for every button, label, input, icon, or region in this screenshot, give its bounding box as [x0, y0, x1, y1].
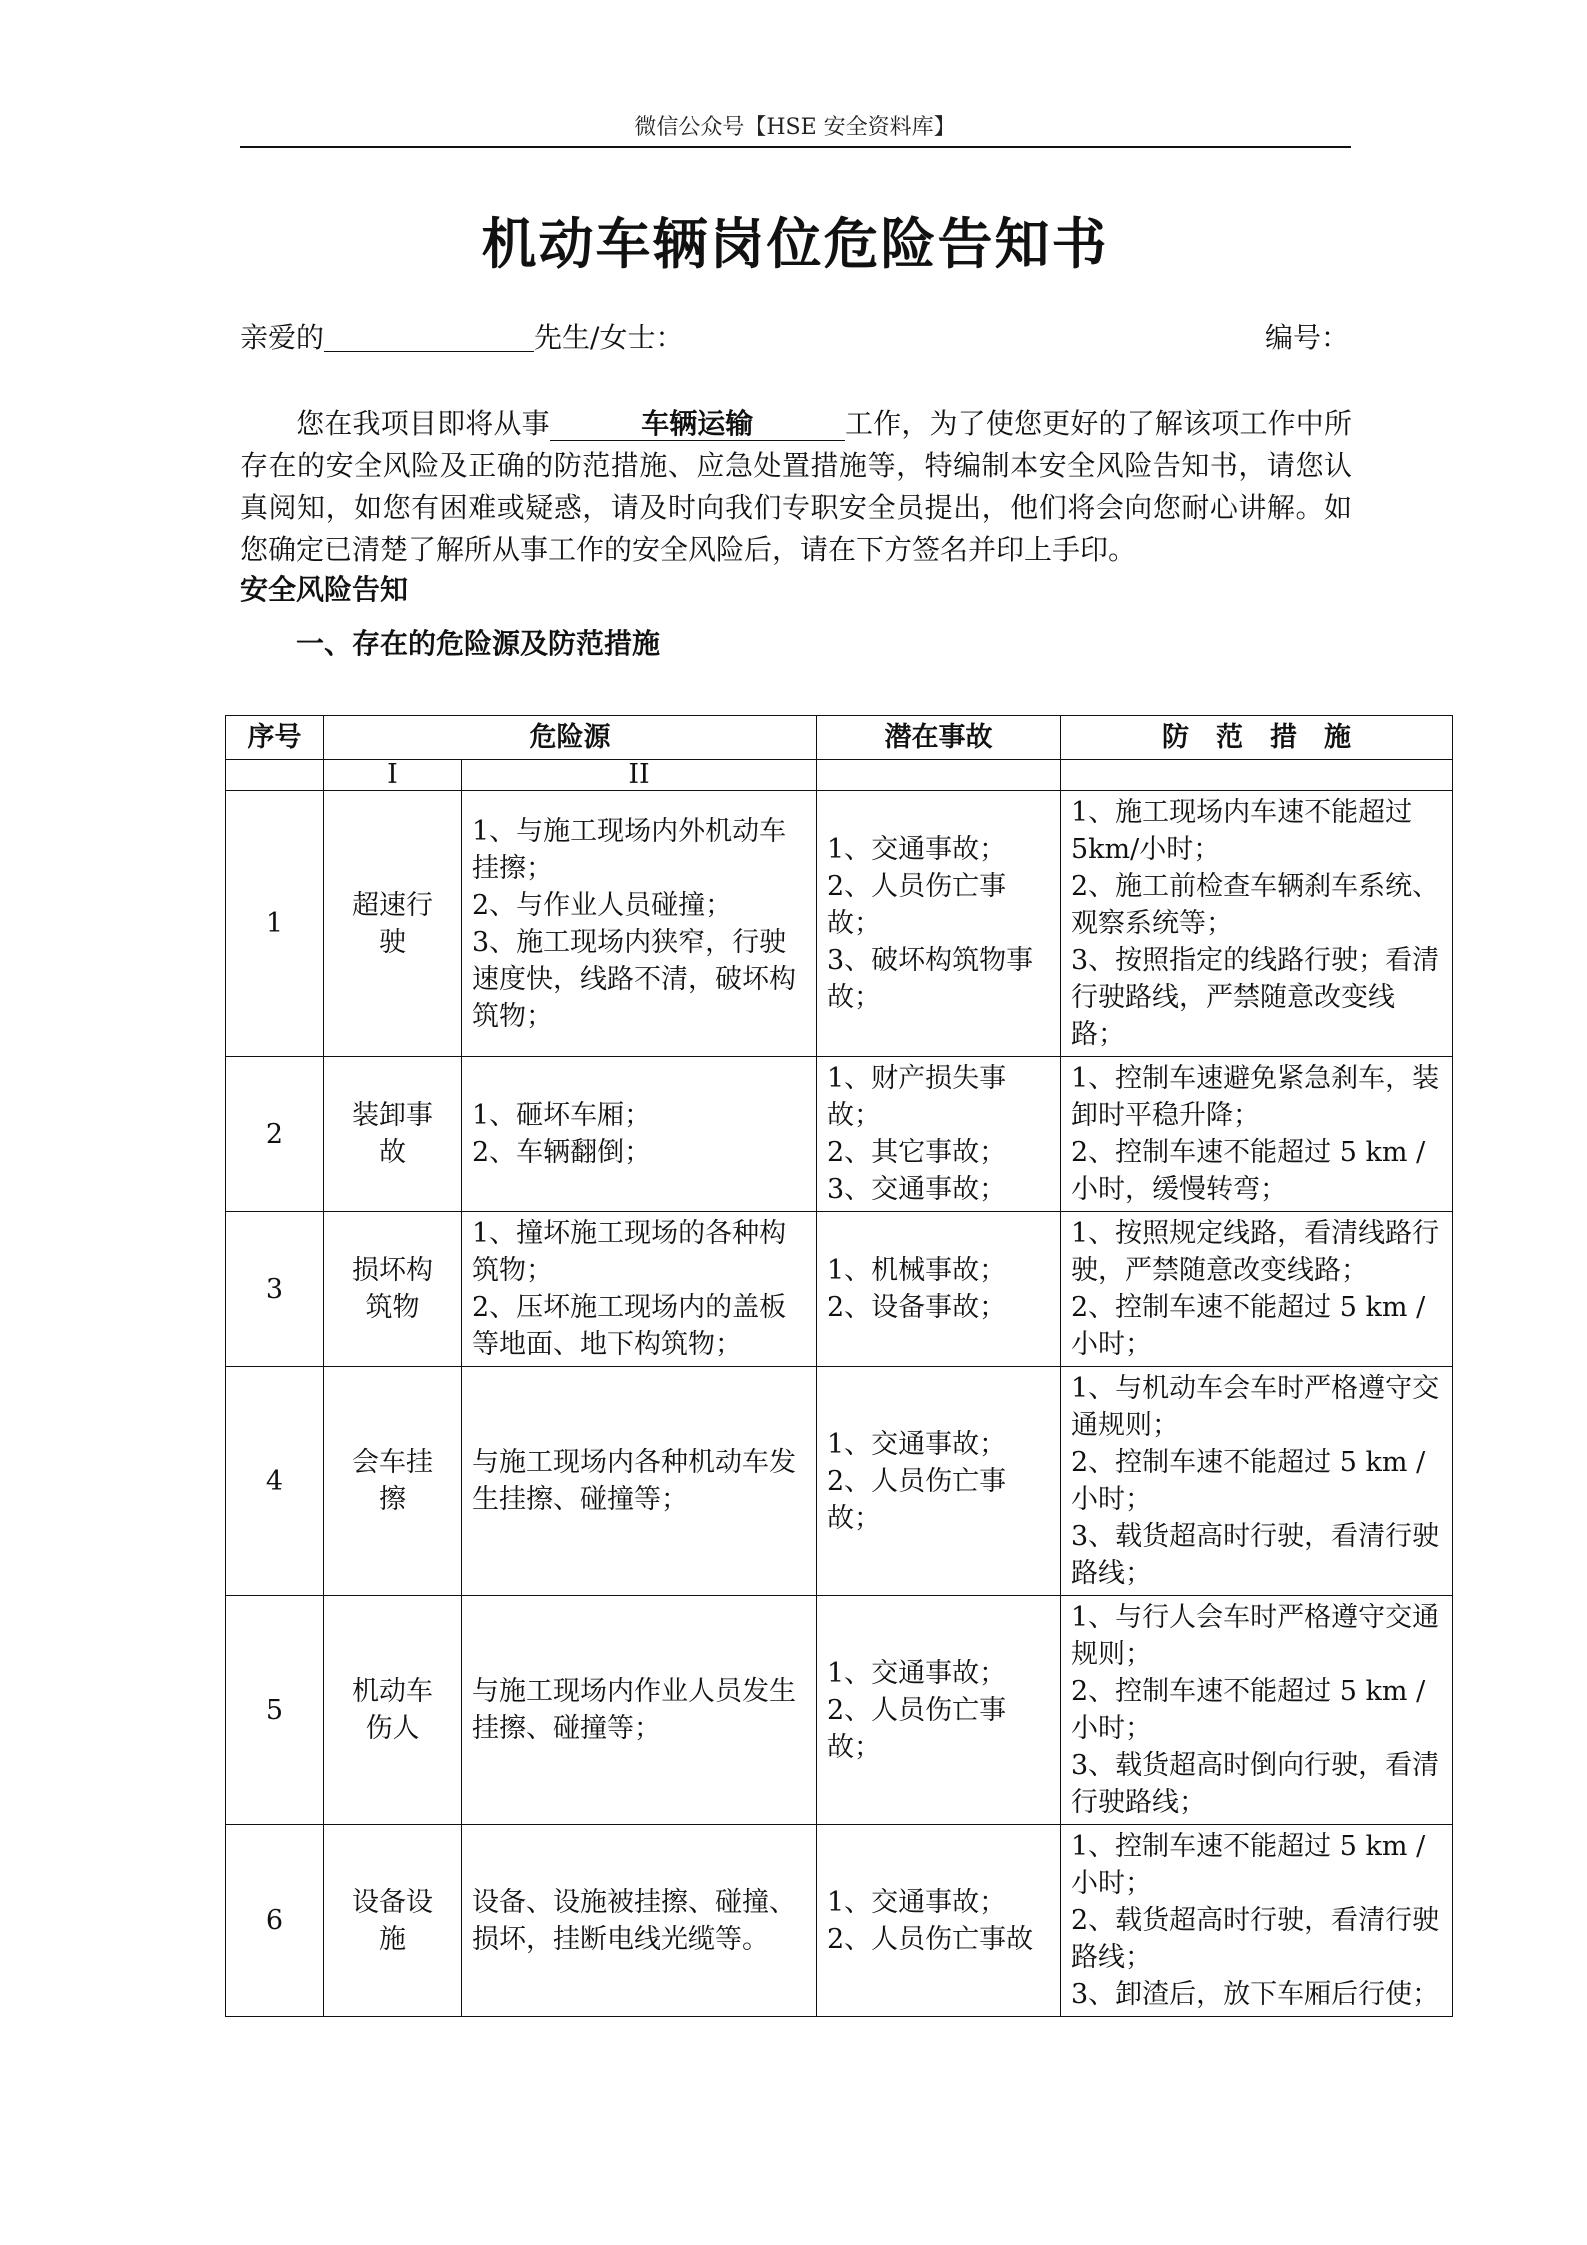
- prevention-measures: [1061, 1212, 1453, 1367]
- hazard-detail: [462, 791, 817, 1057]
- prevention-measures-line: 2、控制车速不能超过 5 km / 小时；: [1071, 1447, 1426, 1515]
- hazard-detail-line: 与施工现场内作业人员发生挂擦、碰撞等；: [472, 1676, 796, 1744]
- document-title: 机动车辆岗位危险告知书: [481, 211, 1109, 276]
- potential-accidents-line: 2、人员伤亡事故: [827, 1923, 1034, 1955]
- subsection-title: 一、存在的危险源及防范措施: [296, 627, 661, 660]
- subheader-col2: II: [462, 760, 817, 791]
- name-blank-line: [324, 323, 534, 352]
- row-number: 3: [226, 1212, 324, 1367]
- potential-accidents-line: 2、设备事故；: [827, 1292, 1007, 1323]
- potential-accidents-line: 1、交通事故；: [827, 1886, 1007, 1918]
- prevention-measures-line: 1、与行人会车时严格遵守交通规则；: [1071, 1602, 1440, 1670]
- potential-accidents: [817, 791, 1061, 1057]
- prevention-measures-line: 1、按照规定线路，看清线路行驶，严禁随意改变线路；: [1071, 1218, 1440, 1286]
- hazard-detail-line: 2、与作业人员碰撞；: [472, 889, 733, 921]
- potential-accidents-line: 2、人员伤亡事故；: [827, 1694, 1007, 1763]
- table-subheader-row: [226, 760, 1453, 791]
- potential-accidents-line: 2、其它事故；: [827, 1137, 1007, 1168]
- intro-part2: 工作，为了使您更好的了解该项工作中所存在的安全风险及正确的防范措施、应急处置措施等，特编制本安全风险告知书，请您认真阅知，如您有困难或疑惑，请及时向我们专职安全员提出，他们将会向您耐心讲解。如您确定已清楚了解所从事工作的安全风险后，请在下方签名并印上手印。: [240, 407, 1352, 566]
- header-rule: [240, 146, 1351, 148]
- section-title: 安全风险告知: [240, 573, 409, 606]
- row-number: 5: [226, 1596, 324, 1825]
- potential-accidents: [817, 1596, 1061, 1825]
- prevention-measures-line: 1、控制车速避免紧急刹车，装卸时平稳升降；: [1071, 1063, 1440, 1131]
- greeting-suffix: 先生/女士：: [534, 321, 684, 354]
- potential-accidents-line: 1、交通事故；: [827, 1657, 1007, 1689]
- subheader-empty: [226, 760, 324, 791]
- hazard-detail: [462, 1596, 817, 1825]
- risk-table: [225, 715, 1453, 2017]
- table-row: [226, 791, 1453, 1057]
- hazard-detail: [462, 1212, 817, 1367]
- prevention-measures-line: 3、载货超高时倒向行驶，看清行驶路线；: [1071, 1750, 1440, 1818]
- prevention-measures: [1061, 1825, 1453, 2017]
- hazard-detail-line: 2、压坏施工现场内的盖板等地面、地下构筑物；: [472, 1292, 787, 1360]
- job-name: 车辆运输: [550, 408, 845, 441]
- prevention-measures-line: 1、控制车速不能超过 5 km / 小时；: [1071, 1831, 1426, 1899]
- hazard-detail-line: 3、施工现场内狭窄，行驶速度快，线路不清，破坏构筑物；: [472, 926, 796, 1032]
- header-hazard: 危险源: [324, 716, 817, 760]
- potential-accidents-line: 1、财产损失事故；: [827, 1063, 1007, 1131]
- header-measures: 防 范 措 施: [1061, 716, 1453, 760]
- hazard-detail-line: 2、车辆翻倒；: [472, 1137, 652, 1168]
- row-number: 4: [226, 1367, 324, 1596]
- table-row: [226, 1212, 1453, 1367]
- greeting: [240, 318, 683, 358]
- table-row: [226, 1057, 1453, 1212]
- potential-accidents: [817, 1367, 1061, 1596]
- prevention-measures-line: 2、载货超高时行驶，看清行驶路线；: [1071, 1905, 1440, 1973]
- greeting-prefix: 亲爱的: [240, 321, 325, 354]
- prevention-measures-line: 2、控制车速不能超过 5 km / 小时；: [1071, 1676, 1426, 1744]
- hazard-type: 损坏构筑物: [324, 1212, 462, 1367]
- prevention-measures: [1061, 1057, 1453, 1212]
- intro-part1: 您在我项目即将从事: [296, 407, 550, 440]
- prevention-measures-line: 3、载货超高时行驶，看清行驶路线；: [1071, 1521, 1440, 1589]
- potential-accidents: [817, 1057, 1061, 1212]
- hazard-type: 会车挂擦: [324, 1367, 462, 1596]
- prevention-measures-line: 1、施工现场内车速不能超过5km/小时；: [1071, 797, 1413, 865]
- subheader-empty: [817, 760, 1061, 791]
- table-body: [226, 791, 1453, 2017]
- potential-accidents-line: 2、人员伤亡事故；: [827, 1465, 1007, 1534]
- potential-accidents-line: 2、人员伤亡事故；: [827, 871, 1007, 939]
- prevention-measures-line: 2、控制车速不能超过 5 km / 小时；: [1071, 1292, 1426, 1360]
- prevention-measures-line: 2、控制车速不能超过 5 km / 小时，缓慢转弯；: [1071, 1137, 1426, 1205]
- prevention-measures-line: 3、按照指定的线路行驶；看清行驶路线，严禁随意改变线路；: [1071, 945, 1440, 1050]
- subheader-empty: [1061, 760, 1453, 791]
- prevention-measures: [1061, 791, 1453, 1057]
- table-row: [226, 1596, 1453, 1825]
- prevention-measures-line: 2、施工前检查车辆刹车系统、观察系统等；: [1071, 871, 1440, 939]
- potential-accidents: [817, 1825, 1061, 2017]
- header-accident: 潜在事故: [817, 716, 1061, 760]
- hazard-detail-line: 1、与施工现场内外机动车挂擦；: [472, 815, 787, 884]
- header-text: 微信公众号【HSE 安全资料库】: [634, 115, 956, 140]
- prevention-measures-line: 1、与机动车会车时严格遵守交通规则；: [1071, 1373, 1440, 1441]
- hazard-detail-line: 1、撞坏施工现场的各种构筑物；: [472, 1218, 787, 1286]
- potential-accidents-line: 1、机械事故；: [827, 1255, 1007, 1286]
- hazard-detail: [462, 1057, 817, 1212]
- header-no: 序号: [226, 716, 324, 760]
- hazard-type: 超速行驶: [324, 791, 462, 1057]
- subheader-col1: I: [324, 760, 462, 791]
- prevention-measures-line: 3、卸渣后，放下车厢后行使；: [1071, 1979, 1440, 2010]
- prevention-measures: [1061, 1367, 1453, 1596]
- hazard-detail-line: 设备、设施被挂擦、碰撞、损坏，挂断电线光缆等。: [472, 1886, 796, 1955]
- hazard-detail: [462, 1825, 817, 2017]
- potential-accidents-line: 3、交通事故；: [827, 1174, 1007, 1205]
- hazard-detail-line: 1、砸坏车厢；: [472, 1100, 652, 1131]
- table-row: [226, 1367, 1453, 1596]
- table-row: [226, 1825, 1453, 2017]
- hazard-type: 装卸事故: [324, 1057, 462, 1212]
- prevention-measures: [1061, 1596, 1453, 1825]
- potential-accidents-line: 3、破坏构筑物事故；: [827, 945, 1034, 1013]
- hazard-detail: [462, 1367, 817, 1596]
- potential-accidents-line: 1、交通事故；: [827, 1428, 1007, 1460]
- row-number: 6: [226, 1825, 324, 2017]
- intro-paragraph: [240, 403, 1352, 571]
- potential-accidents-line: 1、交通事故；: [827, 834, 1007, 865]
- hazard-type: 设备设施: [324, 1825, 462, 2017]
- hazard-type: 机动车伤人: [324, 1596, 462, 1825]
- hazard-detail-line: 与施工现场内各种机动车发生挂擦、碰撞等；: [472, 1447, 796, 1515]
- row-number: 1: [226, 791, 324, 1057]
- row-number: 2: [226, 1057, 324, 1212]
- potential-accidents: [817, 1212, 1061, 1367]
- table-header-row: [226, 716, 1453, 760]
- serial-number-label: 编号：: [1265, 321, 1350, 354]
